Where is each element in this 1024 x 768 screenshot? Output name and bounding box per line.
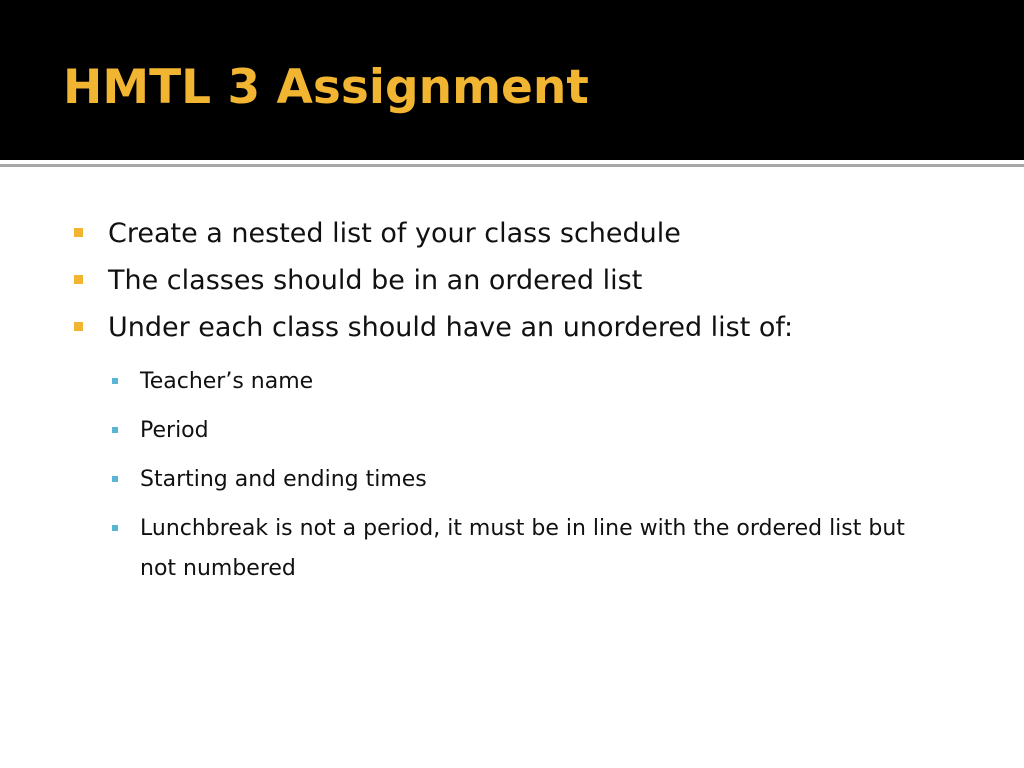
square-bullet-icon [74,275,83,284]
sub-bullet-item [140,460,910,500]
sub-bullet-text: Starting and ending times [140,467,427,492]
square-bullet-icon [74,228,83,237]
square-sub-bullet-icon [112,378,118,384]
square-sub-bullet-icon [112,427,118,433]
slide-title: HMTL 3 Assignment [63,60,589,115]
bullet-text: The classes should be in an ordered list [108,265,643,296]
sub-bullet-text: Lunchbreak is not a period, it must be in line with the ordered list but not numbered [140,516,905,581]
title-band [0,0,1024,160]
bullet-text: Create a nested list of your class schedule [108,218,681,249]
bullet-item [108,306,793,350]
square-sub-bullet-icon [112,525,118,531]
square-bullet-icon [74,322,83,331]
sub-bullet-item [140,411,910,451]
bullet-item [108,259,642,303]
bullet-item [108,212,681,256]
sub-bullet-text: Teacher’s name [140,369,314,394]
sub-bullet-item [140,509,910,589]
sub-bullet-item [140,362,910,402]
sub-bullet-text: Period [140,418,209,443]
title-divider [0,164,1024,167]
square-sub-bullet-icon [112,476,118,482]
bullet-text: Under each class should have an unordered list of: [108,312,794,343]
